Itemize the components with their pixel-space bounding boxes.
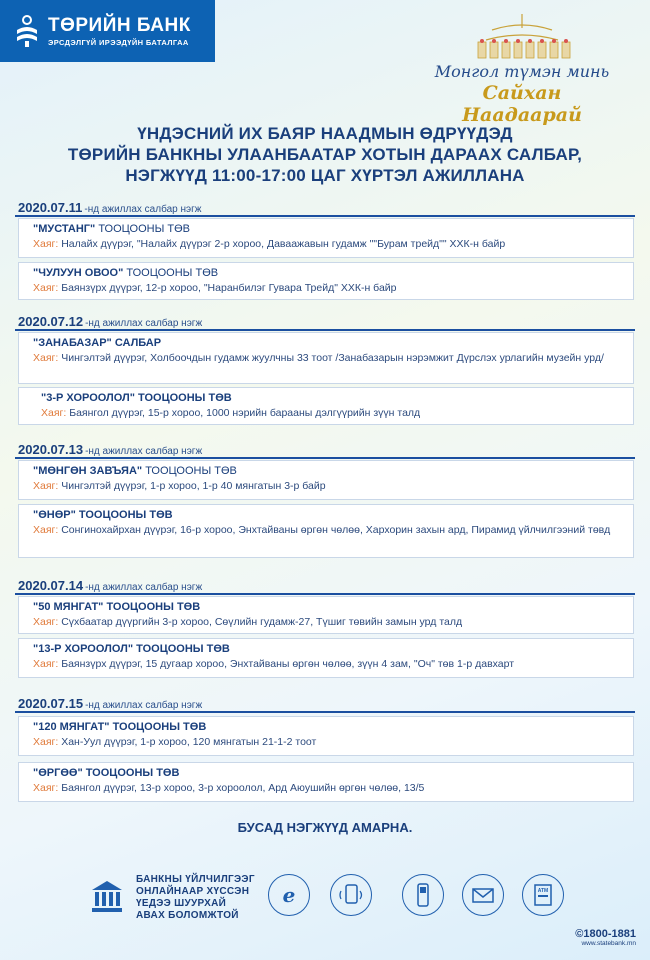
atm-icon <box>522 874 564 916</box>
date-label: 2020.07.13 <box>18 442 84 457</box>
date-label: 2020.07.15 <box>18 696 84 711</box>
branch-address: Хан-Уул дүүрэг, 1-р хороо, 120 мянгатын 21-1-2 тоот <box>61 736 317 748</box>
email-icon <box>462 874 504 916</box>
branch-type: ТООЦООНЫ ТӨВ <box>78 509 173 521</box>
branch-card <box>18 504 634 558</box>
address-label: Хаяг: <box>33 480 59 492</box>
bank-name: ТӨРИЙН БАНК <box>48 14 191 36</box>
phone-number: 1800-1881 <box>583 928 636 940</box>
branch-address: Баянгол дүүрэг, 15-р хороо, 1000 нэрийн барааны дэлгүүрийн зүүн талд <box>69 407 421 419</box>
phone-icon: © <box>575 928 584 940</box>
address-label: Хаяг: <box>33 736 59 748</box>
branch-name: "ӨРГӨӨ" <box>33 767 83 779</box>
branch-card <box>18 332 634 384</box>
branch-address: Сонгинохайрхан дүүрэг, 16-р хороо, Энхтайваны өргөн чөлөө, Хархорин захын ард, Пирамид үйлчилгээний төвд <box>61 524 611 536</box>
headline-line-1: ҮНДЭСНИЙ ИХ БАЯР НААДМЫН ӨДРҮҮДЭД <box>137 124 513 143</box>
branch-address: Чингэлтэй дүүрэг, Холбоочдын гудамж жуулчны 33 тоот /Занабазарын нэрэмжит Дүрслэх урлагийн музейн урд/ <box>61 352 604 364</box>
branch-card <box>18 762 634 802</box>
date-heading <box>18 578 202 593</box>
date-heading <box>18 696 202 711</box>
date-suffix: -нд ажиллах салбар нэгж <box>85 318 203 329</box>
date-divider <box>15 215 635 217</box>
date-divider <box>15 593 635 595</box>
branch-name: "3-Р ХОРООЛОЛ" <box>41 392 135 404</box>
branch-address: Налайх дүүрэг, "Налайх дүүрэг 2-р хороо, Даваажавын гудамж ""Бурам трейд"" ХХК-н байр <box>61 238 506 250</box>
branch-name: "50 МЯНГАТ" <box>33 601 104 613</box>
branch-name: "МӨНГӨН ЗАВЪЯА" <box>33 465 143 477</box>
address-label: Хаяг: <box>33 616 59 628</box>
date-suffix: -нд ажиллах салбар нэгж <box>84 204 202 215</box>
address-label: Хаяг: <box>33 782 59 794</box>
date-heading <box>18 200 201 215</box>
address-label: Хаяг: <box>41 407 67 419</box>
address-label: Хаяг: <box>33 238 59 250</box>
branch-type: ТООЦООНЫ ТӨВ <box>98 223 191 235</box>
date-heading <box>18 442 202 457</box>
branch-card <box>18 638 634 678</box>
date-heading <box>18 314 202 329</box>
branch-name: "13-Р ХОРООЛОЛ" <box>33 643 134 655</box>
date-suffix: -нд ажиллах салбар нэгж <box>85 446 203 457</box>
branch-card <box>18 387 634 425</box>
branch-name: "120 МЯНГАТ" <box>33 721 110 733</box>
bank-emblem-icon <box>14 14 40 48</box>
branch-type: ТООЦООНЫ ТӨВ <box>126 267 219 279</box>
branch-type: ТООЦООНЫ ТӨВ <box>85 767 180 779</box>
date-label: 2020.07.14 <box>18 578 84 593</box>
address-label: Хаяг: <box>33 282 59 294</box>
branch-address: Баянгол дүүрэг, 13-р хороо, 3-р хороолол, Ард Аюушийн өргөн чөлөө, 13/5 <box>61 782 425 794</box>
date-suffix: -нд ажиллах салбар нэгж <box>85 582 203 593</box>
branch-type: ТООЦООНЫ ТӨВ <box>145 465 237 477</box>
address-label: Хаяг: <box>33 658 59 670</box>
atm-label: ATM <box>537 888 549 894</box>
branch-card <box>18 262 634 300</box>
branch-card <box>18 218 634 258</box>
festival-line-2: Сайхан Наадаарай <box>462 82 582 126</box>
palace-icon <box>472 12 572 62</box>
branch-name: "ЗАНАБАЗАР" <box>33 337 112 349</box>
website: www.statebank.mn <box>581 940 636 947</box>
bank-slogan: ЭРСДЭЛГҮЙ ИРЭЭДҮЙН БАТАЛГАА <box>48 37 189 47</box>
date-suffix: -нд ажиллах салбар нэгж <box>85 700 203 711</box>
branch-name: "МУСТАНГ" <box>33 223 96 235</box>
bank-logo <box>0 0 215 62</box>
page-title <box>0 123 650 186</box>
date-divider <box>15 329 635 331</box>
branch-name: "ӨНӨР" <box>33 509 76 521</box>
date-label: 2020.07.12 <box>18 314 84 329</box>
branch-address: Чингэлтэй дүүрэг, 1-р хороо, 1-р 40 мянгатын 3-р байр <box>61 480 326 492</box>
branch-address: Сүхбаатар дүүргийн 3-р хороо, Сөүлийн гудамж-27, Түшиг төвийн замын урд талд <box>61 616 463 628</box>
address-label: Хаяг: <box>33 352 59 364</box>
branch-type: ТООЦООНЫ ТӨВ <box>112 721 207 733</box>
internet-banking-icon <box>268 874 310 916</box>
branch-address: Баянзүрх дүүрэг, 15 дугаар хороо, Энхтайваны өргөн чөлөө, зүүн 4 зам, "Оч" төв 1-р давхарт <box>61 658 515 670</box>
date-divider <box>15 711 635 713</box>
mobile-banking-icon <box>330 874 372 916</box>
branch-type: ТООЦООНЫ ТӨВ <box>138 392 232 404</box>
branch-type: САЛБАР <box>114 337 162 349</box>
date-divider <box>15 457 635 459</box>
address-label: Хаяг: <box>33 524 59 536</box>
hotline <box>575 928 636 947</box>
bank-building-icon <box>90 878 124 914</box>
branch-card <box>18 716 634 756</box>
branch-address: Баянзүрх дүүрэг, 12-р хороо, "Наранбилэг Гувара Трейд" ХХК-н байр <box>61 282 397 294</box>
branch-type: ТООЦООНЫ ТӨВ <box>106 601 201 613</box>
others-closed-notice: БУСАД НЭГЖҮҮД АМАРНА. <box>237 820 413 835</box>
footer-message: БАНКНЫ ҮЙЛЧИЛГЭЭГ ОНЛАЙНААР ХҮССЭН ҮЕДЭЭ ШУУРХАЙ АВАХ БОЛОМЖТОЙ <box>136 874 255 921</box>
branch-card <box>18 460 634 500</box>
date-label: 2020.07.11 <box>18 200 83 215</box>
svg-text:e: e <box>282 883 296 907</box>
branch-name: "ЧУЛУУН ОВОО" <box>33 267 124 279</box>
headline-line-3: НЭГЖҮҮД 11:00-17:00 ЦАГ ХҮРТЭЛ АЖИЛЛАНА <box>125 166 525 185</box>
festival-line-1: Монгол түмэн минь <box>434 62 610 81</box>
festival-graphic <box>422 12 622 126</box>
sms-banking-icon <box>402 874 444 916</box>
branch-type: ТООЦООНЫ ТӨВ <box>136 643 230 655</box>
headline-line-2: ТӨРИЙН БАНКНЫ УЛААНБААТАР ХОТЫН ДАРААХ САЛБАР, <box>67 145 583 164</box>
branch-card <box>18 596 634 634</box>
